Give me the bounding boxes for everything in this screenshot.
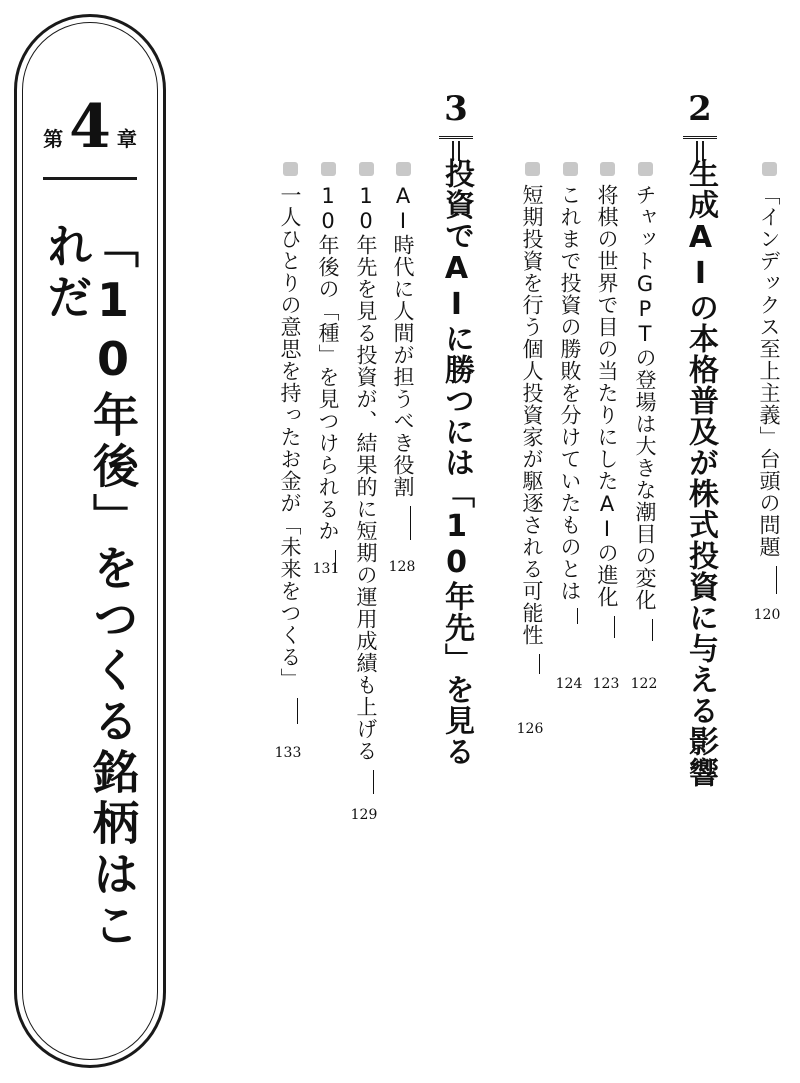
chapter-title-panel bbox=[14, 14, 166, 1068]
page-number: 120 bbox=[753, 607, 781, 623]
page-number: 131 bbox=[312, 561, 340, 577]
bullet-icon bbox=[600, 162, 615, 176]
chapter-heading bbox=[17, 92, 163, 162]
section-title: 投資でAIに勝つには「10年先」を見る bbox=[439, 158, 474, 767]
section-number: 2 bbox=[688, 89, 712, 129]
leader-line bbox=[395, 506, 411, 540]
leader-line bbox=[524, 654, 540, 674]
entry-text: 将棋の世界で目の当たりにしたAIの進化 bbox=[595, 184, 619, 608]
chapter-divider bbox=[43, 177, 137, 180]
section-title: 生成AIの本格普及が株式投資に与える影響 bbox=[683, 158, 718, 788]
chapter-number: 4 bbox=[69, 92, 111, 162]
page-number: 122 bbox=[630, 676, 658, 692]
bullet-icon bbox=[525, 162, 540, 176]
bullet-icon bbox=[762, 162, 777, 176]
entry-text: 一人ひとりの意思を持ったお金が「未来をつくる」 bbox=[278, 184, 302, 690]
bullet-icon bbox=[563, 162, 578, 176]
entry-text: これまで投資の勝敗を分けていたものとは bbox=[558, 184, 582, 602]
chapter-title: 「10年後」をつくる銘柄はこれだ bbox=[40, 222, 140, 952]
entry-text: 10年先を見る投資が、結果的に短期の運用成績も上げる bbox=[354, 184, 378, 762]
entry-text: 短期投資を行う個人投資家が駆逐される可能性 bbox=[520, 184, 544, 646]
leader-line bbox=[282, 698, 298, 724]
section-2-header bbox=[680, 89, 720, 882]
bullet-icon bbox=[396, 162, 411, 176]
leader-line bbox=[599, 616, 615, 638]
page-number: 124 bbox=[555, 676, 583, 692]
bullet-icon bbox=[321, 162, 336, 176]
page-number: 128 bbox=[388, 559, 416, 575]
chapter-suffix: 章 bbox=[116, 127, 137, 151]
bullet-icon bbox=[638, 162, 653, 176]
entry-text: チャットGPTの登場は大きな潮目の変化 bbox=[633, 184, 657, 611]
entry-text: AI時代に人間が担うべき役割 bbox=[391, 184, 415, 498]
leader-line bbox=[761, 566, 777, 594]
page-number: 123 bbox=[592, 676, 620, 692]
section-bar-ornament bbox=[439, 136, 473, 158]
section-3-header bbox=[436, 89, 476, 882]
leader-line bbox=[358, 770, 374, 794]
bullet-icon bbox=[283, 162, 298, 176]
section-number: 3 bbox=[444, 89, 468, 129]
leader-line bbox=[637, 619, 653, 641]
entry-text: 「インデックス至上主義」台頭の問題 bbox=[757, 184, 781, 558]
page-number: 133 bbox=[274, 745, 302, 761]
leader-line bbox=[562, 608, 578, 624]
entry-text: 10年後の「種」を見つけられるか bbox=[316, 184, 340, 542]
bullet-icon bbox=[359, 162, 374, 176]
page-number: 126 bbox=[516, 721, 544, 737]
section-bar-ornament bbox=[683, 136, 717, 158]
chapter-prefix: 第 bbox=[43, 127, 64, 151]
page-number: 129 bbox=[350, 807, 378, 823]
